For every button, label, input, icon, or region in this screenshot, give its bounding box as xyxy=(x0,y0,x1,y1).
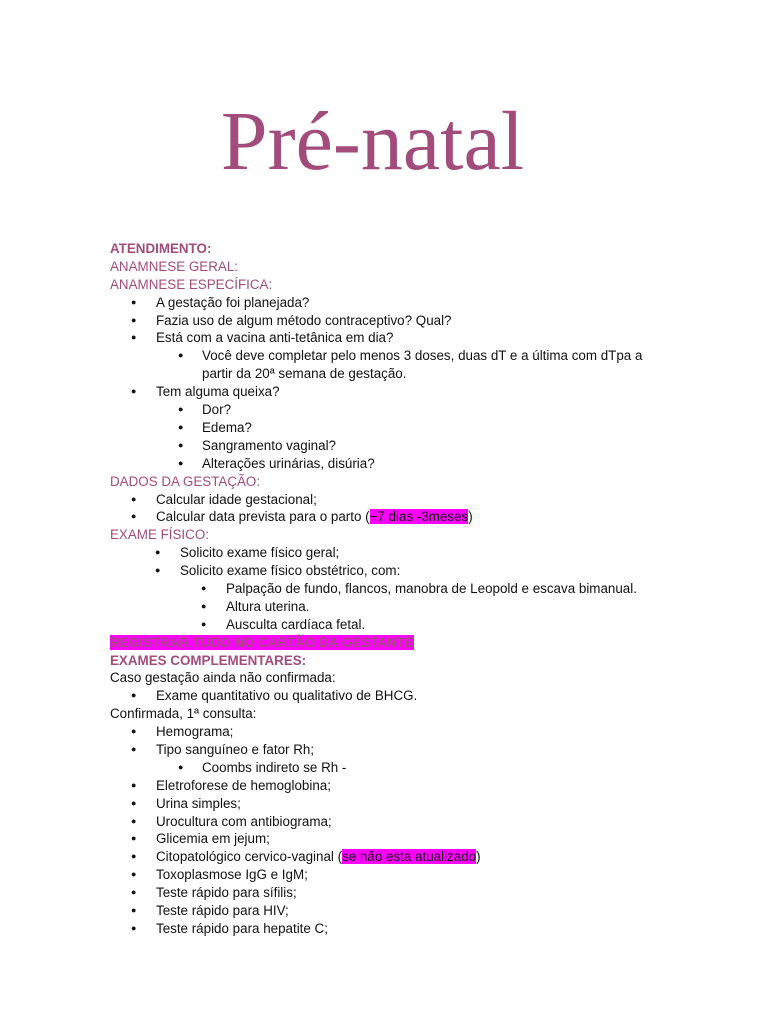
bullet-icon: ● xyxy=(131,922,137,933)
highlight: +7 dias -3meses xyxy=(369,509,469,525)
bullet-icon: ● xyxy=(131,797,137,808)
list-item: ● Edema? xyxy=(178,419,252,435)
list-item: ● Solicito exame físico geral; xyxy=(155,545,340,561)
list-item: ● Teste rápido para HIV; xyxy=(131,902,289,918)
list-item: ● Dor? xyxy=(178,402,232,418)
list-item: ● Tipo sanguíneo e fator Rh; xyxy=(131,741,315,757)
bullet-icon: ● xyxy=(131,869,137,880)
list-item: ● Ausculta cardíaca fetal. xyxy=(201,616,366,632)
bullet-icon: ● xyxy=(131,493,137,504)
bullet-icon: ● xyxy=(131,904,137,915)
list-item: ● A gestação foi planejada? xyxy=(131,294,310,310)
document-body xyxy=(110,240,730,938)
bullet-icon: ● xyxy=(131,851,137,862)
list-item: ● Teste rápido para hepatite C; xyxy=(131,920,328,936)
list-item: ● Teste rápido para sífilis; xyxy=(131,885,297,901)
list-item: ● Eletroforese de hemoglobina; xyxy=(131,777,331,793)
heading-registrar: REGISTRAR TUDO NO CARTÃO DA GESTANTE xyxy=(110,634,414,650)
list-item: ● Coombs indireto se Rh - xyxy=(178,759,347,775)
paragraph: Caso gestação ainda não confirmada: xyxy=(110,670,336,686)
bullet-icon: ● xyxy=(131,332,137,343)
list-item: ● Altura uterina. xyxy=(201,598,310,614)
bullet-icon: ● xyxy=(131,314,137,325)
bullet-icon: ● xyxy=(131,296,137,307)
bullet-icon: ● xyxy=(131,815,137,826)
list-item: ● Alterações urinárias, disúria? xyxy=(178,455,375,471)
page-title: Pré-natal xyxy=(220,95,525,188)
bullet-icon: ● xyxy=(131,743,137,754)
bullet-icon: ● xyxy=(131,690,137,701)
bullet-icon: ● xyxy=(131,511,137,522)
bullet-icon: ● xyxy=(178,457,184,468)
bullet-icon: ● xyxy=(201,582,207,593)
bullet-icon: ● xyxy=(178,761,184,772)
highlight: se não esta atualizado xyxy=(342,849,477,865)
list-item: ● Urocultura com antibiograma; xyxy=(131,813,332,829)
bullet-icon: ● xyxy=(178,421,184,432)
list-item: ● Você deve completar pelo menos 3 doses, duas dT e a última com dTpa a partir da 20ª semana de gestação. xyxy=(178,348,643,382)
list-item: ● Tem alguma queixa? xyxy=(131,384,280,400)
list-item: ● Calcular data prevista para o parto (+7 dias -3meses) xyxy=(131,509,473,525)
bullet-icon: ● xyxy=(201,600,207,611)
list-item: ● Citopatológico cervico-vaginal (se não esta atualizado) xyxy=(131,849,481,865)
bullet-icon: ● xyxy=(178,350,184,361)
bullet-icon: ● xyxy=(178,439,184,450)
list-item: ● Toxoplasmose IgG e IgM; xyxy=(131,867,308,883)
list-item: ● Fazia uso de algum método contraceptivo? Qual? xyxy=(131,312,452,328)
list-item: ● Urina simples; xyxy=(131,795,241,811)
heading-exames-complementares: EXAMES COMPLEMENTARES: xyxy=(110,652,307,668)
bullet-icon: ● xyxy=(155,547,161,558)
heading-atendimento: ATENDIMENTO: xyxy=(110,241,212,256)
list-item: ● Exame quantitativo ou qualitativo de BHCG. xyxy=(131,688,418,704)
bullet-icon: ● xyxy=(201,618,207,629)
heading-exame-fisico: EXAME FÍSICO: xyxy=(110,527,209,543)
list-item: ● Está com a vacina anti-tetânica em dia? xyxy=(131,330,394,346)
list-item: ● Hemograma; xyxy=(131,724,234,740)
bullet-icon: ● xyxy=(155,565,161,576)
bullet-icon: ● xyxy=(131,779,137,790)
heading-anamnese-geral: ANAMNESE GERAL: xyxy=(110,258,238,274)
bullet-icon: ● xyxy=(178,404,184,415)
bullet-icon: ● xyxy=(131,386,137,397)
bullet-icon: ● xyxy=(131,833,137,844)
heading-dados-gestacao: DADOS DA GESTAÇÃO: xyxy=(110,473,261,489)
bullet-icon: ● xyxy=(131,887,137,898)
list-item: ● Sangramento vaginal? xyxy=(178,437,336,453)
paragraph: Confirmada, 1ª consulta: xyxy=(110,706,257,722)
list-item: ● Calcular idade gestacional; xyxy=(131,491,317,507)
list-item: ● Palpação de fundo, flancos, manobra de Leopold e escava bimanual. xyxy=(201,580,637,596)
bullet-icon: ● xyxy=(131,726,137,737)
heading-anamnese-especifica: ANAMNESE ESPECÍFICA: xyxy=(110,276,273,292)
list-item: ● Glicemia em jejum; xyxy=(131,831,270,847)
list-item: ● Solicito exame físico obstétrico, com: xyxy=(155,563,401,579)
